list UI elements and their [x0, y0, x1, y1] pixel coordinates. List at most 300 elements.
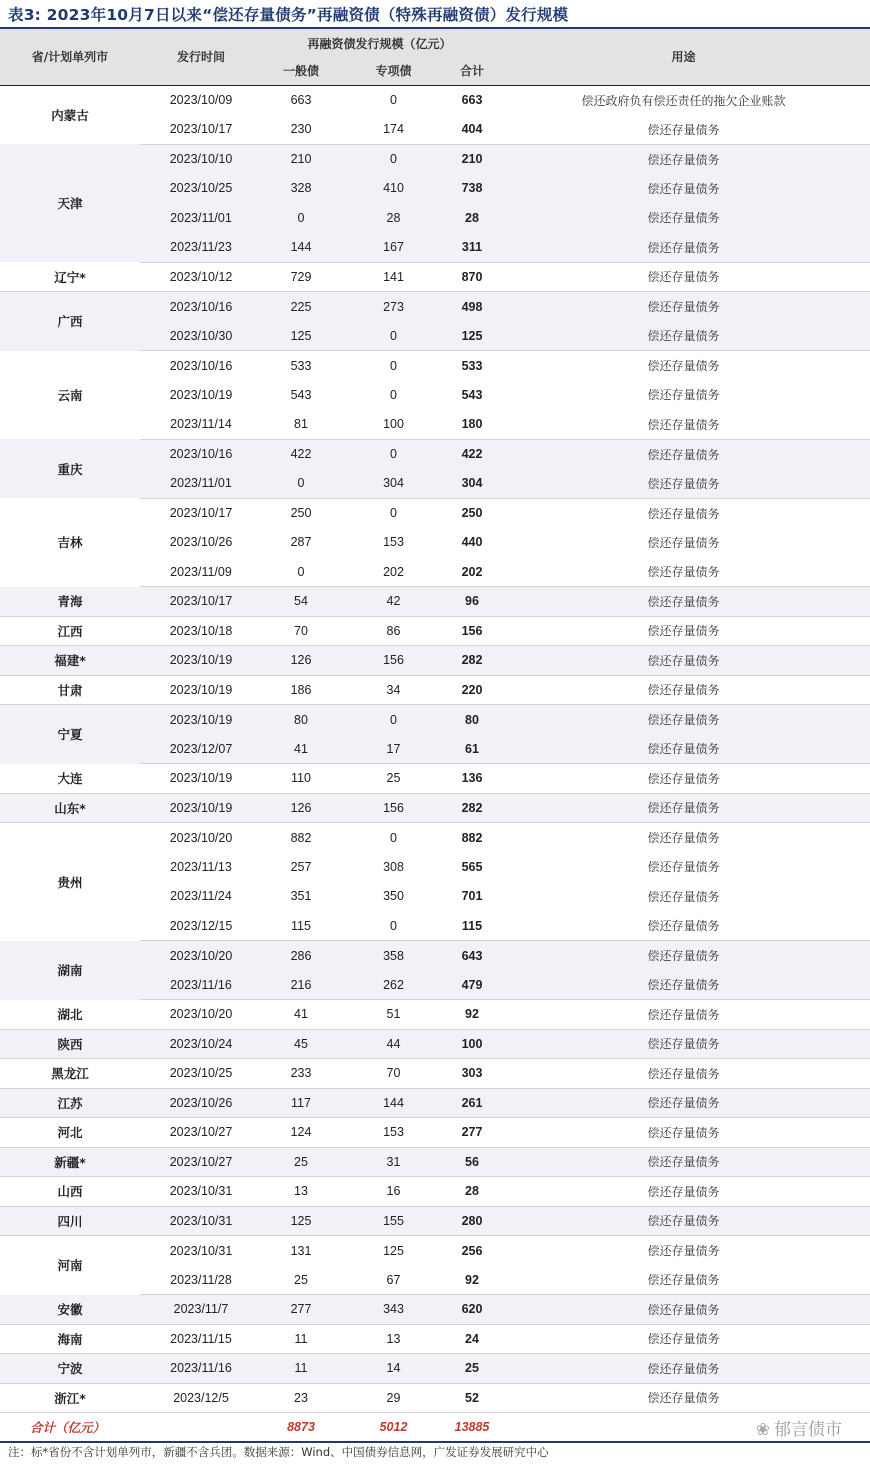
general-cell: 124: [262, 1118, 340, 1148]
general-cell: 41: [262, 1000, 340, 1030]
use-cell: 偿还存量债务: [497, 1059, 870, 1089]
total-cell: 156: [447, 616, 497, 646]
special-cell: 70: [340, 1059, 447, 1089]
total-cell: 543: [447, 380, 497, 410]
general-cell: 13: [262, 1177, 340, 1207]
date-cell: 2023/11/7: [140, 1295, 262, 1325]
general-cell: 11: [262, 1324, 340, 1354]
total-cell: 180: [447, 410, 497, 440]
total-cell: 100: [447, 1029, 497, 1059]
province-cell: 广西: [0, 292, 140, 351]
total-cell: 643: [447, 941, 497, 971]
total-cell: 220: [447, 675, 497, 705]
date-cell: 2023/10/24: [140, 1029, 262, 1059]
date-cell: 2023/10/18: [140, 616, 262, 646]
table-row: [0, 1354, 870, 1384]
general-cell: 729: [262, 262, 340, 292]
province-cell: 宁夏: [0, 705, 140, 764]
province-cell: 四川: [0, 1206, 140, 1236]
use-cell: 偿还存量债务: [497, 1324, 870, 1354]
table-row: [0, 675, 870, 705]
date-cell: 2023/11/14: [140, 410, 262, 440]
total-cell: 261: [447, 1088, 497, 1118]
use-cell: 偿还存量债务: [497, 469, 870, 499]
special-cell: 31: [340, 1147, 447, 1177]
general-cell: 882: [262, 823, 340, 853]
date-cell: 2023/10/19: [140, 793, 262, 823]
special-cell: 25: [340, 764, 447, 794]
date-cell: 2023/10/31: [140, 1236, 262, 1266]
total-cell: 80: [447, 705, 497, 735]
province-cell: 天津: [0, 144, 140, 262]
province-cell: 新疆*: [0, 1147, 140, 1177]
use-cell: 偿还存量债务: [497, 233, 870, 263]
table-row: [0, 1118, 870, 1148]
total-date-empty: [140, 1413, 262, 1442]
date-cell: 2023/10/19: [140, 646, 262, 676]
use-cell: 偿还存量债务: [497, 970, 870, 1000]
use-cell: 偿还存量债务: [497, 439, 870, 469]
table-body: [0, 85, 870, 1413]
special-cell: 141: [340, 262, 447, 292]
table-row: [0, 823, 870, 853]
total-cell: 202: [447, 557, 497, 587]
special-cell: 358: [340, 941, 447, 971]
date-cell: 2023/10/27: [140, 1118, 262, 1148]
date-cell: 2023/11/15: [140, 1324, 262, 1354]
special-cell: 153: [340, 528, 447, 558]
col-header-general: 一般债: [262, 57, 340, 85]
total-general: 8873: [262, 1413, 340, 1442]
special-cell: 410: [340, 174, 447, 204]
table-row: [0, 1295, 870, 1325]
special-cell: 174: [340, 115, 447, 145]
province-cell: 大连: [0, 764, 140, 794]
total-cell: 56: [447, 1147, 497, 1177]
special-cell: 0: [340, 380, 447, 410]
general-cell: 328: [262, 174, 340, 204]
general-cell: 663: [262, 85, 340, 115]
table-row: [0, 646, 870, 676]
general-cell: 54: [262, 587, 340, 617]
date-cell: 2023/11/23: [140, 233, 262, 263]
use-cell: 偿还存量债务: [497, 1088, 870, 1118]
special-cell: 34: [340, 675, 447, 705]
use-cell: 偿还存量债务: [497, 1147, 870, 1177]
use-cell: 偿还存量债务: [497, 321, 870, 351]
total-cell: 422: [447, 439, 497, 469]
province-cell: 江西: [0, 616, 140, 646]
province-cell: 贵州: [0, 823, 140, 941]
province-cell: 辽宁*: [0, 262, 140, 292]
total-cell: 498: [447, 292, 497, 322]
total-cell: 311: [447, 233, 497, 263]
special-cell: 167: [340, 233, 447, 263]
col-header-province: 省/计划单列市: [0, 29, 140, 85]
total-cell: 25: [447, 1354, 497, 1384]
use-cell: 偿还存量债务: [497, 262, 870, 292]
date-cell: 2023/10/19: [140, 380, 262, 410]
special-cell: 0: [340, 705, 447, 735]
table-row: [0, 616, 870, 646]
special-cell: 17: [340, 734, 447, 764]
use-cell: 偿还存量债务: [497, 1177, 870, 1207]
date-cell: 2023/10/25: [140, 1059, 262, 1089]
special-cell: 202: [340, 557, 447, 587]
special-cell: 153: [340, 1118, 447, 1148]
date-cell: 2023/10/20: [140, 1000, 262, 1030]
special-cell: 0: [340, 321, 447, 351]
use-cell: 偿还存量债务: [497, 616, 870, 646]
date-cell: 2023/10/10: [140, 144, 262, 174]
use-cell: 偿还存量债务: [497, 1236, 870, 1266]
general-cell: 0: [262, 557, 340, 587]
special-cell: 156: [340, 646, 447, 676]
general-cell: 41: [262, 734, 340, 764]
special-cell: 156: [340, 793, 447, 823]
date-cell: 2023/11/09: [140, 557, 262, 587]
use-cell: 偿还存量债务: [497, 675, 870, 705]
special-cell: 144: [340, 1088, 447, 1118]
province-cell: 湖北: [0, 1000, 140, 1030]
general-cell: 0: [262, 469, 340, 499]
special-cell: 28: [340, 203, 447, 233]
date-cell: 2023/11/16: [140, 970, 262, 1000]
col-header-scale-group: 再融资债发行规模（亿元）: [262, 29, 497, 57]
general-cell: 125: [262, 321, 340, 351]
date-cell: 2023/11/13: [140, 852, 262, 882]
use-cell: 偿还存量债务: [497, 351, 870, 381]
total-row: [0, 1413, 870, 1442]
col-header-date: 发行时间: [140, 29, 262, 85]
province-cell: 甘肃: [0, 675, 140, 705]
use-cell: 偿还存量债务: [497, 734, 870, 764]
special-cell: 44: [340, 1029, 447, 1059]
total-cell: 28: [447, 203, 497, 233]
general-cell: 230: [262, 115, 340, 145]
table-row: [0, 351, 870, 381]
date-cell: 2023/12/5: [140, 1383, 262, 1413]
table-row: [0, 1383, 870, 1413]
total-cell: 479: [447, 970, 497, 1000]
total-cell: 663: [447, 85, 497, 115]
watermark: [756, 1415, 842, 1440]
total-cell: 282: [447, 646, 497, 676]
table-row: [0, 439, 870, 469]
date-cell: 2023/10/16: [140, 439, 262, 469]
special-cell: 350: [340, 882, 447, 912]
total-cell: 404: [447, 115, 497, 145]
total-cell: 882: [447, 823, 497, 853]
use-cell: 偿还存量债务: [497, 1354, 870, 1384]
general-cell: 286: [262, 941, 340, 971]
use-cell: 偿还存量债务: [497, 1265, 870, 1295]
province-cell: 内蒙古: [0, 85, 140, 144]
total-cell: 125: [447, 321, 497, 351]
province-cell: 福建*: [0, 646, 140, 676]
special-cell: 51: [340, 1000, 447, 1030]
special-cell: 304: [340, 469, 447, 499]
table-row: [0, 1088, 870, 1118]
total-cell: 256: [447, 1236, 497, 1266]
special-cell: 29: [340, 1383, 447, 1413]
use-cell: 偿还存量债务: [497, 410, 870, 440]
table-row: [0, 498, 870, 528]
province-cell: 重庆: [0, 439, 140, 498]
use-cell: 偿还存量债务: [497, 144, 870, 174]
table-row: [0, 1324, 870, 1354]
province-cell: 江苏: [0, 1088, 140, 1118]
province-cell: 海南: [0, 1324, 140, 1354]
general-cell: 81: [262, 410, 340, 440]
table-row: [0, 1177, 870, 1207]
use-cell: 偿还存量债务: [497, 587, 870, 617]
general-cell: 422: [262, 439, 340, 469]
special-cell: 155: [340, 1206, 447, 1236]
date-cell: 2023/10/25: [140, 174, 262, 204]
table-row: [0, 1206, 870, 1236]
date-cell: 2023/10/16: [140, 351, 262, 381]
special-cell: 0: [340, 85, 447, 115]
date-cell: 2023/12/15: [140, 911, 262, 941]
general-cell: 131: [262, 1236, 340, 1266]
col-header-use: 用途: [497, 29, 870, 85]
use-cell: 偿还存量债务: [497, 793, 870, 823]
use-cell: 偿还存量债务: [497, 528, 870, 558]
special-cell: 42: [340, 587, 447, 617]
total-cell: 282: [447, 793, 497, 823]
table-row: [0, 1000, 870, 1030]
total-cell: 61: [447, 734, 497, 764]
table-row: [0, 941, 870, 971]
use-cell: 偿还政府负有偿还责任的拖欠企业账款: [497, 85, 870, 115]
use-cell: 偿还存量债务: [497, 1383, 870, 1413]
total-cell: 52: [447, 1383, 497, 1413]
general-cell: 225: [262, 292, 340, 322]
total-cell: 738: [447, 174, 497, 204]
total-cell: 115: [447, 911, 497, 941]
table-row: [0, 764, 870, 794]
general-cell: 277: [262, 1295, 340, 1325]
province-cell: 山西: [0, 1177, 140, 1207]
general-cell: 144: [262, 233, 340, 263]
general-cell: 115: [262, 911, 340, 941]
date-cell: 2023/10/20: [140, 823, 262, 853]
date-cell: 2023/11/01: [140, 203, 262, 233]
use-cell: 偿还存量债务: [497, 292, 870, 322]
use-cell: 偿还存量债务: [497, 174, 870, 204]
use-cell: 偿还存量债务: [497, 882, 870, 912]
special-cell: 13: [340, 1324, 447, 1354]
general-cell: 233: [262, 1059, 340, 1089]
total-sum: 13885: [447, 1413, 497, 1442]
use-cell: 偿还存量债务: [497, 823, 870, 853]
table-row: [0, 793, 870, 823]
use-cell: 偿还存量债务: [497, 705, 870, 735]
date-cell: 2023/11/16: [140, 1354, 262, 1384]
province-cell: 云南: [0, 351, 140, 440]
date-cell: 2023/12/07: [140, 734, 262, 764]
general-cell: 126: [262, 646, 340, 676]
general-cell: 23: [262, 1383, 340, 1413]
use-cell: 偿还存量债务: [497, 1206, 870, 1236]
province-cell: 陕西: [0, 1029, 140, 1059]
total-cell: 303: [447, 1059, 497, 1089]
general-cell: 287: [262, 528, 340, 558]
special-cell: 0: [340, 498, 447, 528]
date-cell: 2023/10/19: [140, 764, 262, 794]
special-cell: 273: [340, 292, 447, 322]
general-cell: 186: [262, 675, 340, 705]
general-cell: 250: [262, 498, 340, 528]
province-cell: 河南: [0, 1236, 140, 1295]
table-row: [0, 1236, 870, 1266]
general-cell: 126: [262, 793, 340, 823]
province-cell: 青海: [0, 587, 140, 617]
table-row: [0, 1059, 870, 1089]
use-cell: 偿还存量债务: [497, 203, 870, 233]
date-cell: 2023/10/12: [140, 262, 262, 292]
total-cell: 304: [447, 469, 497, 499]
table-row: [0, 705, 870, 735]
total-cell: 533: [447, 351, 497, 381]
general-cell: 70: [262, 616, 340, 646]
total-cell: 92: [447, 1000, 497, 1030]
general-cell: 210: [262, 144, 340, 174]
table-row: [0, 144, 870, 174]
special-cell: 14: [340, 1354, 447, 1384]
date-cell: 2023/10/16: [140, 292, 262, 322]
watermark-text: 郁言债市: [774, 1420, 842, 1440]
use-cell: 偿还存量债务: [497, 498, 870, 528]
total-cell: 96: [447, 587, 497, 617]
use-cell: 偿还存量债务: [497, 557, 870, 587]
total-cell: 565: [447, 852, 497, 882]
total-cell: 440: [447, 528, 497, 558]
total-cell: 620: [447, 1295, 497, 1325]
total-special: 5012: [340, 1413, 447, 1442]
province-cell: 湖南: [0, 941, 140, 1000]
general-cell: 216: [262, 970, 340, 1000]
general-cell: 257: [262, 852, 340, 882]
table-row: [0, 292, 870, 322]
general-cell: 117: [262, 1088, 340, 1118]
col-header-total: 合计: [447, 57, 497, 85]
date-cell: 2023/10/19: [140, 705, 262, 735]
general-cell: 11: [262, 1354, 340, 1384]
general-cell: 533: [262, 351, 340, 381]
special-cell: 86: [340, 616, 447, 646]
date-cell: 2023/10/31: [140, 1177, 262, 1207]
general-cell: 45: [262, 1029, 340, 1059]
total-cell: 250: [447, 498, 497, 528]
table-row: [0, 85, 870, 115]
table-row: [0, 1147, 870, 1177]
use-cell: 偿还存量债务: [497, 115, 870, 145]
refinancing-bond-table: [0, 29, 870, 1443]
source-note: 注：标*省份不含计划单列市，新疆不含兵团。数据来源：Wind、中国债券信息网，广发证券发展研究中心: [8, 1445, 549, 1459]
general-cell: 351: [262, 882, 340, 912]
date-cell: 2023/11/28: [140, 1265, 262, 1295]
use-cell: 偿还存量债务: [497, 1029, 870, 1059]
province-cell: 黑龙江: [0, 1059, 140, 1089]
total-cell: 280: [447, 1206, 497, 1236]
general-cell: 25: [262, 1147, 340, 1177]
date-cell: 2023/10/19: [140, 675, 262, 705]
use-cell: 偿还存量债务: [497, 380, 870, 410]
total-label: 合计（亿元）: [0, 1413, 140, 1442]
table-row: [0, 587, 870, 617]
date-cell: 2023/10/17: [140, 587, 262, 617]
date-cell: 2023/10/17: [140, 115, 262, 145]
special-cell: 125: [340, 1236, 447, 1266]
special-cell: 67: [340, 1265, 447, 1295]
special-cell: 0: [340, 439, 447, 469]
special-cell: 0: [340, 823, 447, 853]
general-cell: 25: [262, 1265, 340, 1295]
special-cell: 16: [340, 1177, 447, 1207]
special-cell: 343: [340, 1295, 447, 1325]
use-cell: 偿还存量债务: [497, 1000, 870, 1030]
table-row: [0, 1029, 870, 1059]
province-cell: 宁波: [0, 1354, 140, 1384]
total-cell: 870: [447, 262, 497, 292]
use-cell: 偿还存量债务: [497, 646, 870, 676]
general-cell: 125: [262, 1206, 340, 1236]
wechat-icon: ❀: [755, 1420, 770, 1440]
use-cell: 偿还存量债务: [497, 852, 870, 882]
total-cell: 28: [447, 1177, 497, 1207]
date-cell: 2023/10/26: [140, 1088, 262, 1118]
special-cell: 0: [340, 144, 447, 174]
date-cell: 2023/10/27: [140, 1147, 262, 1177]
date-cell: 2023/11/24: [140, 882, 262, 912]
special-cell: 0: [340, 351, 447, 381]
total-cell: 277: [447, 1118, 497, 1148]
total-cell: 136: [447, 764, 497, 794]
table-title: 表3: 2023年10月7日以来“偿还存量债务”再融资债（特殊再融资债）发行规模: [8, 6, 569, 24]
province-cell: 吉林: [0, 498, 140, 587]
general-cell: 543: [262, 380, 340, 410]
date-cell: 2023/10/17: [140, 498, 262, 528]
date-cell: 2023/10/31: [140, 1206, 262, 1236]
date-cell: 2023/10/09: [140, 85, 262, 115]
special-cell: 0: [340, 911, 447, 941]
special-cell: 308: [340, 852, 447, 882]
date-cell: 2023/11/01: [140, 469, 262, 499]
use-cell: 偿还存量债务: [497, 1118, 870, 1148]
col-header-special: 专项债: [340, 57, 447, 85]
use-cell: 偿还存量债务: [497, 941, 870, 971]
special-cell: 100: [340, 410, 447, 440]
province-cell: 浙江*: [0, 1383, 140, 1413]
province-cell: 山东*: [0, 793, 140, 823]
use-cell: 偿还存量债务: [497, 911, 870, 941]
total-cell: 210: [447, 144, 497, 174]
table-row: [0, 262, 870, 292]
date-cell: 2023/10/26: [140, 528, 262, 558]
total-cell: 92: [447, 1265, 497, 1295]
date-cell: 2023/10/20: [140, 941, 262, 971]
province-cell: 安徽: [0, 1295, 140, 1325]
use-cell: 偿还存量债务: [497, 1295, 870, 1325]
total-cell: 24: [447, 1324, 497, 1354]
general-cell: 110: [262, 764, 340, 794]
general-cell: 0: [262, 203, 340, 233]
date-cell: 2023/10/30: [140, 321, 262, 351]
use-cell: 偿还存量债务: [497, 764, 870, 794]
special-cell: 262: [340, 970, 447, 1000]
